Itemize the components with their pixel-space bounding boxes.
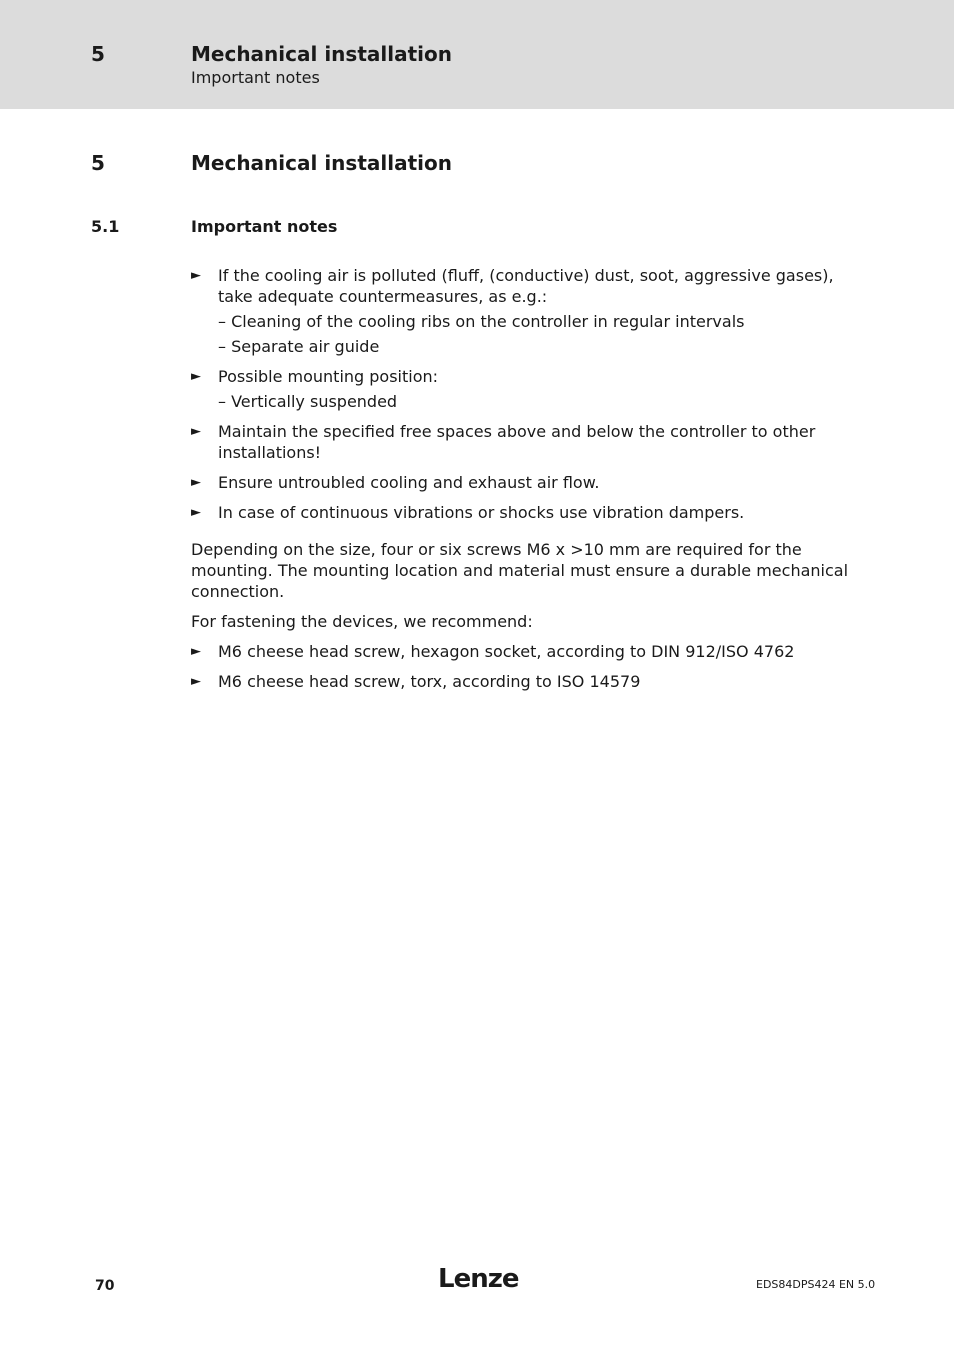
list-item bbox=[191, 472, 871, 493]
lenze-logo: Lenze bbox=[438, 1264, 519, 1294]
mounting-paragraph: Depending on the size, four or six screws M6 x >10 mm are required for the mounting. The mounting location and material must ensure a durable mechanical connection. bbox=[191, 540, 849, 601]
triangle-right-icon: ► bbox=[191, 644, 201, 659]
list-item-text: Maintain the specified free spaces above and below the controller to other installations! bbox=[218, 422, 816, 462]
header-chapter-number: 5 bbox=[91, 42, 105, 66]
header-section-title: Important notes bbox=[191, 68, 320, 87]
list-item-text: Possible mounting position: bbox=[218, 367, 439, 386]
list-subitem: – Vertically suspended bbox=[218, 392, 398, 411]
page-header bbox=[0, 0, 954, 109]
list-item-text: Ensure untroubled cooling and exhaust air flow. bbox=[218, 473, 600, 492]
triangle-right-icon: ► bbox=[191, 674, 201, 689]
list-subitem: – Separate air guide bbox=[218, 337, 380, 356]
list-item bbox=[191, 421, 871, 463]
list-item bbox=[191, 641, 871, 662]
page-number: 70 bbox=[95, 1278, 115, 1294]
triangle-right-icon: ► bbox=[191, 268, 201, 283]
triangle-right-icon: ► bbox=[191, 475, 201, 490]
list-subitem: – Cleaning of the cooling ribs on the controller in regular intervals bbox=[218, 312, 745, 331]
list-item bbox=[191, 502, 871, 523]
list-item bbox=[191, 265, 871, 357]
document-code: EDS84DPS424 EN 5.0 bbox=[756, 1278, 876, 1291]
header-chapter-title: Mechanical installation bbox=[191, 42, 452, 66]
triangle-right-icon: ► bbox=[191, 424, 201, 439]
list-item-text: If the cooling air is polluted (fluff, (conductive) dust, soot, aggressive gases), take adequate countermeasures, as e.g.: bbox=[218, 266, 834, 306]
section-title: Mechanical installation bbox=[191, 151, 452, 175]
list-item-text: In case of continuous vibrations or shocks use vibration dampers. bbox=[218, 503, 745, 522]
subsection-title: Important notes bbox=[191, 217, 338, 236]
list-item bbox=[191, 671, 871, 692]
list-item-text: M6 cheese head screw, torx, according to ISO 14579 bbox=[218, 672, 641, 691]
list-item bbox=[191, 366, 871, 412]
main-content bbox=[191, 265, 871, 701]
list-item-text: M6 cheese head screw, hexagon socket, according to DIN 912/ISO 4762 bbox=[218, 642, 795, 661]
triangle-right-icon: ► bbox=[191, 369, 201, 384]
triangle-right-icon: ► bbox=[191, 505, 201, 520]
recommend-intro: For fastening the devices, we recommend: bbox=[191, 612, 533, 631]
subsection-number: 5.1 bbox=[91, 217, 120, 236]
section-number: 5 bbox=[91, 151, 105, 175]
